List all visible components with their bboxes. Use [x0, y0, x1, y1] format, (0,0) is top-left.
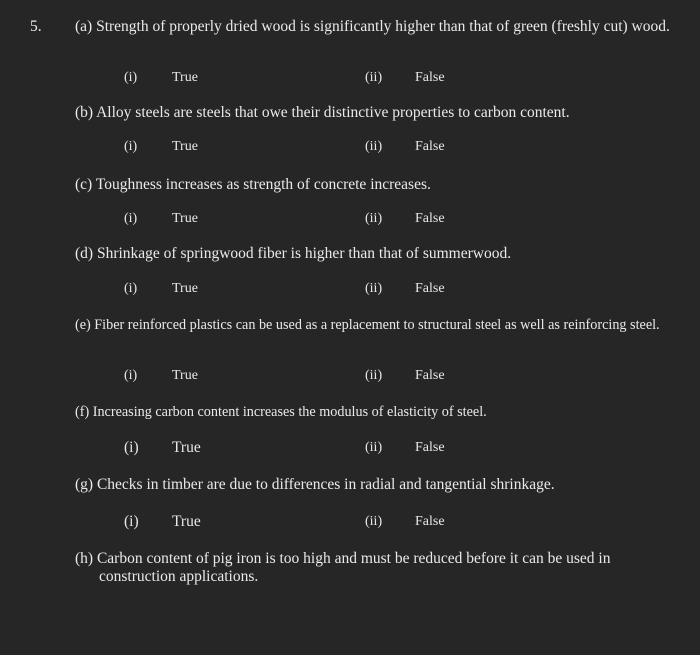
part-e [75, 317, 675, 334]
part-g-option-ii-label: (ii) [365, 514, 383, 529]
part-b [75, 104, 675, 122]
part-d-label: (d) [75, 245, 94, 262]
part-f [75, 403, 675, 421]
part-g-label: (g) [75, 476, 94, 493]
part-b-text: Alloy steels are steels that owe their distinctive properties to carbon content. [96, 104, 570, 121]
part-b-label: (b) [75, 104, 94, 121]
part-g-text: Checks in timber are due to differences in radial and tangential shrinkage. [96, 476, 555, 493]
part-e-label: (e) [75, 317, 91, 333]
part-b-option-i-label: (i) [124, 139, 138, 154]
part-d [75, 245, 675, 263]
part-c-label: (c) [75, 176, 93, 193]
part-e-option-ii-label: (ii) [365, 368, 383, 383]
part-f-option-ii-label: (ii) [365, 440, 383, 455]
part-b-false-option[interactable]: False [415, 139, 445, 154]
part-a-label: (a) [75, 18, 93, 35]
part-g-statement [75, 476, 675, 494]
part-a-text: Strength of properly dried wood is significantly higher than that of green (freshly cut) wood. [96, 18, 670, 35]
part-b-true-option[interactable]: True [172, 139, 198, 154]
part-a-option-ii-label: (ii) [365, 70, 383, 85]
part-f-false-option[interactable]: False [415, 440, 445, 455]
part-b-option-ii-label: (ii) [365, 139, 383, 154]
part-f-true-option[interactable]: True [172, 439, 201, 456]
part-c-statement [75, 176, 675, 194]
part-c-false-option[interactable]: False [415, 211, 445, 226]
part-h-statement [75, 550, 675, 586]
part-c [75, 176, 675, 194]
part-e-true-option[interactable]: True [172, 368, 198, 383]
part-b-statement [75, 104, 675, 122]
part-g-option-i-label: (i) [124, 513, 139, 530]
part-a-false-option[interactable]: False [415, 70, 445, 85]
part-g-true-option[interactable]: True [172, 513, 201, 530]
part-c-text: Toughness increases as strength of concrete increases. [95, 176, 431, 193]
part-d-statement [75, 245, 675, 263]
part-e-text: Fiber reinforced plastics can be used as a replacement to structural steel as well as reinforcing steel. [94, 317, 660, 333]
part-h-label: (h) [75, 550, 94, 567]
part-f-text: Increasing carbon content increases the modulus of elasticity of steel. [92, 404, 487, 420]
part-a-statement [75, 18, 675, 36]
part-e-statement [75, 317, 675, 334]
part-a-option-i-label: (i) [124, 70, 138, 85]
part-d-option-i-label: (i) [124, 281, 138, 296]
part-f-label: (f) [75, 404, 90, 420]
part-d-true-option[interactable]: True [172, 281, 198, 296]
part-e-false-option[interactable]: False [415, 368, 445, 383]
part-f-option-i-label: (i) [124, 439, 139, 456]
question-number: 5. [30, 18, 42, 35]
part-g-false-option[interactable]: False [415, 514, 445, 529]
part-c-true-option[interactable]: True [172, 211, 198, 226]
part-f-statement [75, 403, 675, 421]
part-a [75, 18, 675, 36]
part-d-option-ii-label: (ii) [365, 281, 383, 296]
part-c-option-ii-label: (ii) [365, 211, 383, 226]
part-c-option-i-label: (i) [124, 211, 138, 226]
part-a-true-option[interactable]: True [172, 70, 198, 85]
part-d-false-option[interactable]: False [415, 281, 445, 296]
part-h-text: Carbon content of pig iron is too high and must be reduced before it can be used in construction applications. [96, 550, 611, 585]
part-g [75, 476, 675, 494]
part-e-option-i-label: (i) [124, 368, 138, 383]
part-d-text: Shrinkage of springwood fiber is higher than that of summerwood. [96, 245, 512, 262]
part-h [75, 550, 675, 586]
